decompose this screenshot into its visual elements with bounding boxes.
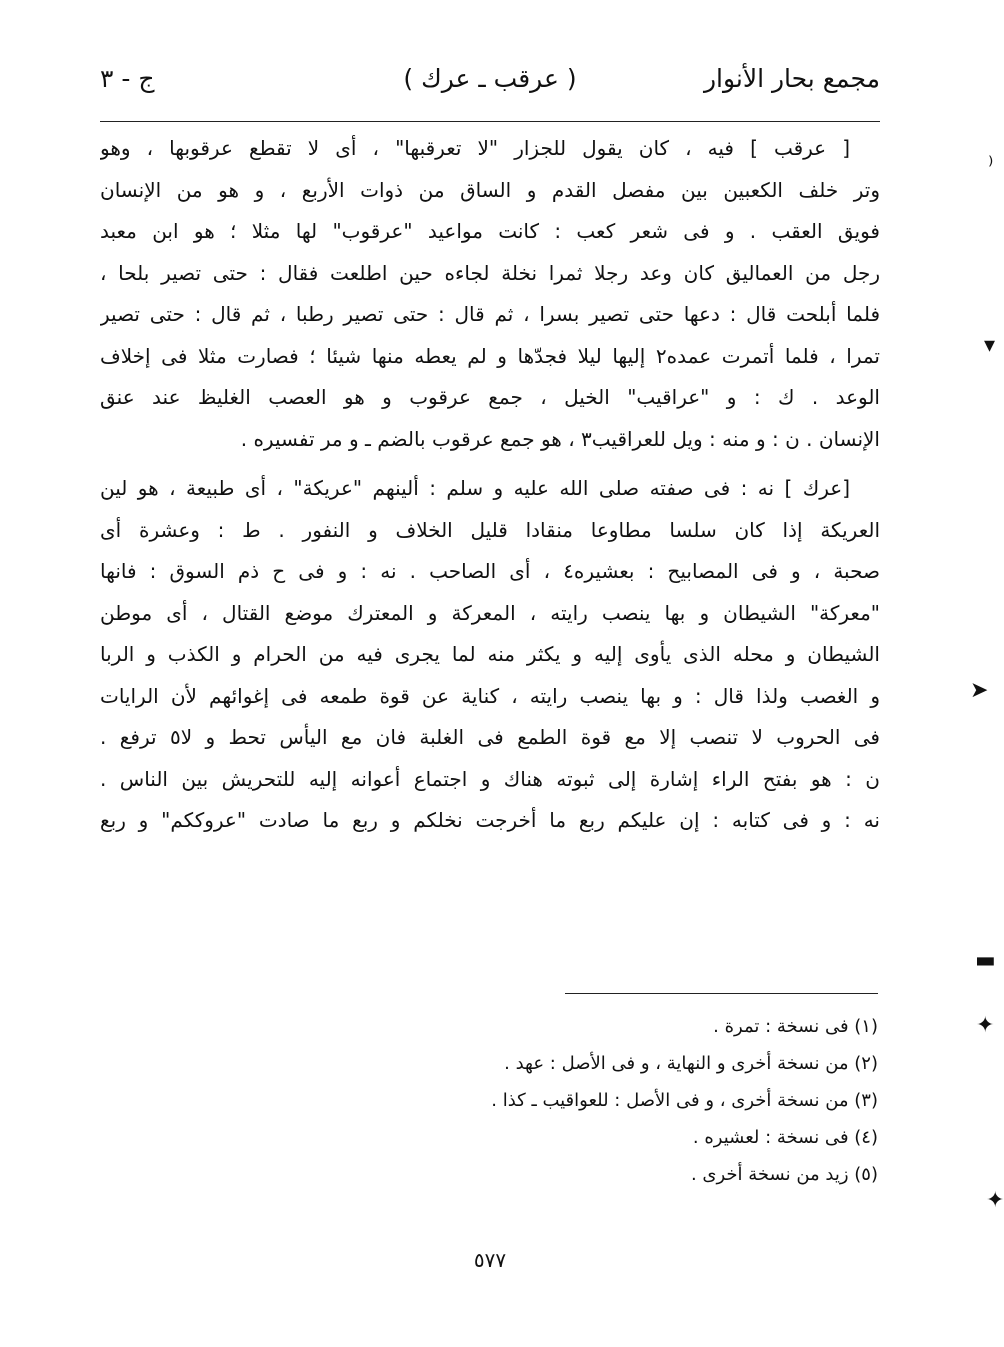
page-number: ٥٧٧: [473, 1248, 507, 1272]
footnote: (٤) فى نسخة : لعشيره .: [692, 1127, 878, 1148]
book-title: مجمع بحار الأنوار: [703, 64, 880, 93]
footnote: (٢) من نسخة أخرى و النهاية ، و فى الأصل : عهد .: [504, 1053, 878, 1074]
scan-artifact-mark: ➤: [970, 678, 989, 703]
text-line: تمرا ، فلما أتمرت عمده٢ إليها ليلا فجدّها و لم يعطه منها شيئا ؛ فصارت مثلا فى إخلاف: [100, 343, 880, 368]
scan-artifact-mark: ▬: [975, 948, 996, 973]
text-line: [ عرقب ] فيه ، كان يقول للجزار "لا تعرقبها" ، أى لا تقطع عرقوبها ، وهو: [100, 136, 850, 160]
text-line: نه : و فى كتابه : إن عليكم ربع ما أخرجت نخلكم و ربع ما صادت "عروككم" و ربع: [100, 808, 880, 832]
footnote: (٣) من نسخة أخرى ، و فى الأصل : للعواقيب ـ كذا .: [491, 1090, 878, 1111]
volume-number: ج - ٣: [100, 64, 155, 93]
text-line: "معركة" الشيطان و بها ينصب رايته ، المعركة و المعترك موضع القتال ، أى موطن: [100, 600, 880, 625]
entry-arqab: [100, 128, 880, 460]
scan-artifact-mark: ✦: [986, 1188, 1004, 1213]
text-line: الشيطان و محله الذى يأوى إليه و يكثر منه لما يجرى فيه من الحرام و الكذب و الربا: [100, 642, 880, 666]
footnote-rule: [565, 993, 878, 994]
text-line: صحبة ، و فى المصابيح : بعشيره٤ ، أى الصاحب . نه : و فى ح ذم السوق : فانها: [100, 559, 880, 583]
section-range: ( عرقب ـ عرك ): [403, 64, 577, 93]
text-line: العريكة إذا كان سلسا مطاوعا منقادا قليل الخلاف و النفور . ط : وعشرة أى: [100, 517, 880, 542]
header-rule: [100, 121, 880, 122]
text-line: و الغصب ولذا قال : و بها ينصب رايته ، كناية عن قوة طمعه فى إغوائهم لأن الرايات: [100, 683, 880, 708]
entry-arak: [100, 468, 880, 842]
main-text: [100, 128, 880, 842]
text-line: ن : هو بفتح الراء إشارة إلى ثبوته هناك و اجتماع أعوانه إليه للتحريش بين الناس .: [100, 766, 880, 791]
text-line: الوعد . ك : و "عراقيب" الخيل ، جمع عرقوب و هو العصب الغليظ عند عنق: [100, 385, 880, 409]
scan-artifact-mark: ▾: [984, 333, 996, 358]
running-header: [100, 64, 880, 104]
footnote: (٥) زيد من نسخة أخرى .: [690, 1164, 878, 1185]
scan-artifact-mark: ⁾: [988, 153, 994, 178]
text-line: فويق العقب . و فى شعر كعب : كانت مواعيد "عرقوب" لها مثلا ؛ هو ابن معبد: [100, 219, 880, 243]
text-line: وتر خلف الكعبين بين مفصل القدم و الساق من ذوات الأربع ، و هو من الإنسان: [100, 177, 880, 202]
footnote: (١) فى نسخة : تمرة .: [713, 1016, 878, 1037]
footnotes: [300, 1008, 878, 1193]
text-line: الإنسان . ن : و منه : ويل للعراقيب٣ ، هو جمع عرقوب بالضم ـ و مر تفسيره .: [240, 426, 880, 451]
text-line: [عرك ] نه : فى صفته صلى الله عليه و سلم : ألينهم "عريكة" ، أى طبيعة ، هو لين: [100, 476, 850, 500]
text-line: رجل من العماليق كان وعد رجلا ثمرا نخلة لجاءه حين اطلعت فقال : حتى تصير بلحا ،: [100, 260, 880, 285]
scan-artifact-mark: ✦: [976, 1013, 995, 1038]
text-line: فى الحروب لا تنصب إلا مع قوة الطمع فى الغلبة فان مع اليأس تحط و لا٥ ترفع .: [100, 725, 880, 749]
text-line: فلما أبلحت قال : دعها حتى تصير بسرا ، ثم قال : حتى تصير رطبا ، ثم قال : حتى تصير: [100, 302, 880, 326]
